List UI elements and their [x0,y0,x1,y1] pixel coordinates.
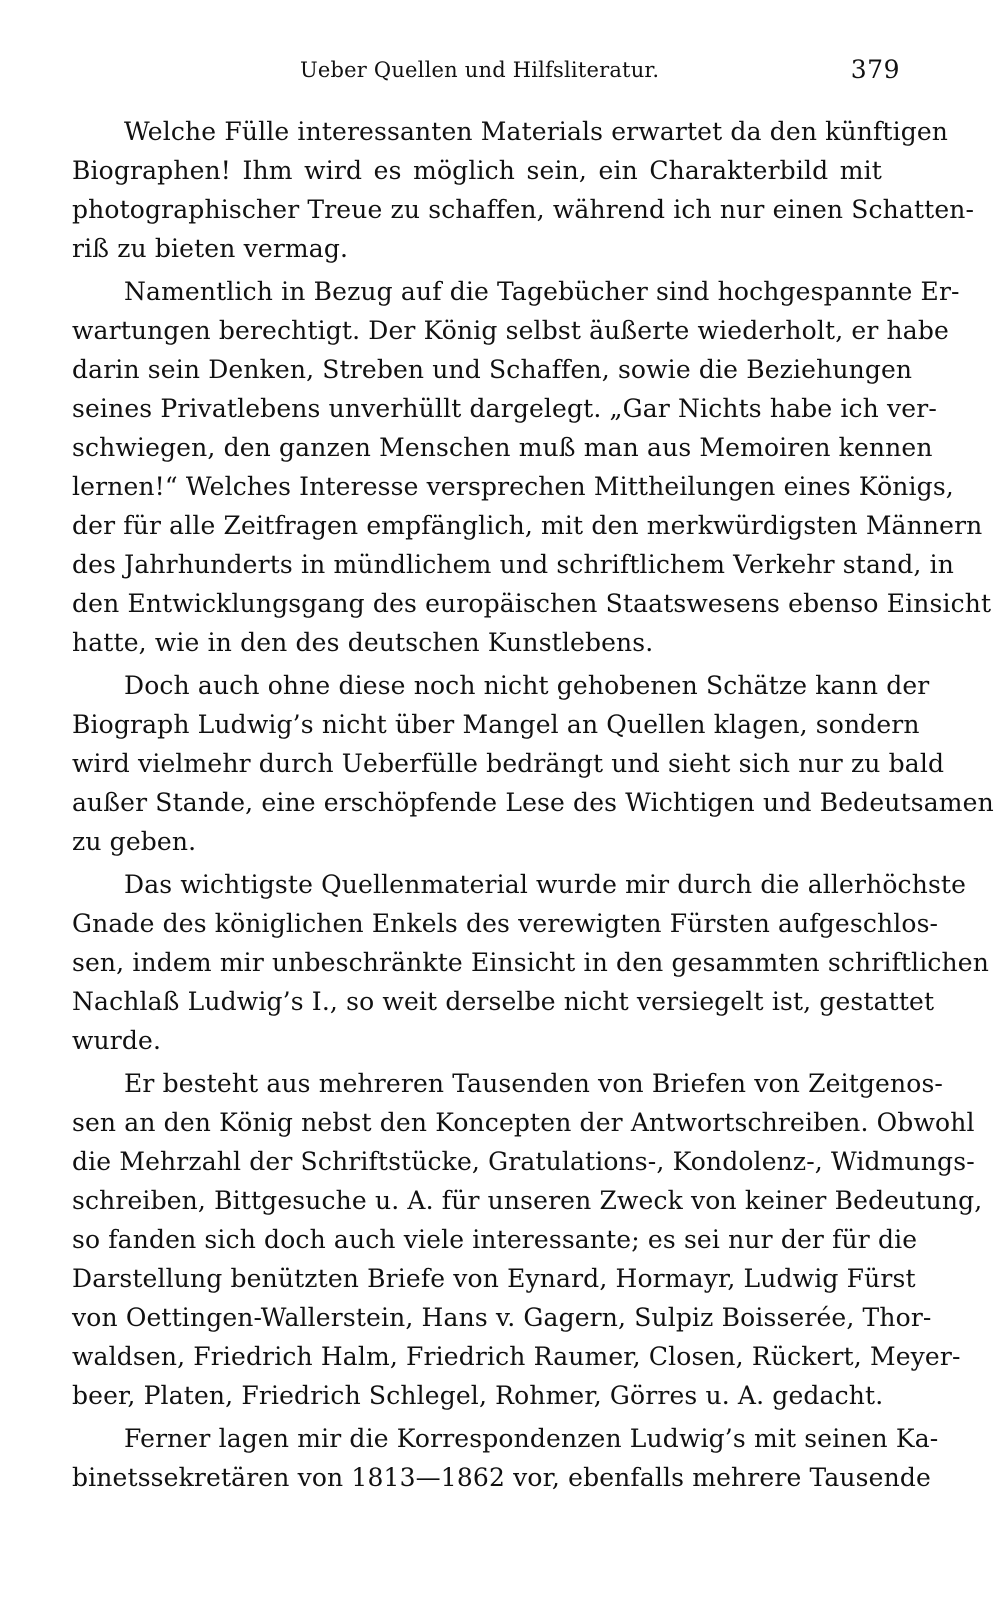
text-line: Doch auch ohne diese noch nicht gehobenen Schätze kann der [124,671,930,700]
text-line: waldsen, Friedrich Halm, Friedrich Raumer, Closen, Rückert, Meyer- [72,1342,961,1371]
text-line: wartungen berechtigt. Der König selbst äußerte wiederholt, er habe [72,316,949,345]
text-line: wird vielmehr durch Ueberfülle bedrängt und sieht sich nur zu bald [72,749,945,778]
text-line: lernen!“ Welches Interesse versprechen Mittheilungen eines Königs, [72,472,954,501]
text-line: außer Stande, eine erschöpfende Lese des Wichtigen und Bedeutsamen [72,788,994,817]
paragraph [72,1064,983,1415]
text-line: seines Privatlebens unverhüllt dargelegt. „Gar Nichts habe ich ver- [72,394,937,423]
text-line: den Entwicklungsgang des europäischen Staatswesens ebenso Einsicht [72,589,992,618]
page-number: 379 [850,55,900,84]
text-line: Nachlaß Ludwig’s I., so weit derselbe nicht versiegelt ist, gestattet [72,987,935,1016]
text-line: binetssekretären von 1813—1862 vor, ebenfalls mehrere Tausende [72,1463,931,1492]
text-line: riß zu bieten vermag. [72,234,349,263]
text-line: der für alle Zeitfragen empfänglich, mit den merkwürdigsten Männern [72,511,983,540]
text-line: Ferner lagen mir die Korrespondenzen Ludwig’s mit seinen Ka- [124,1424,939,1453]
text-line: Darstellung benützten Briefe von Eynard, Hormayr, Ludwig Fürst [72,1264,916,1293]
text-line: Das wichtigste Quellenmaterial wurde mir durch die allerhöchste [124,870,967,899]
text-line: Biographen! Ihm wird es möglich sein, ein Charakterbild mit [72,156,882,185]
text-line: Namentlich in Bezug auf die Tagebücher sind hochgespannte Er- [124,277,960,306]
text-line: beer, Platen, Friedrich Schlegel, Rohmer, Görres u. A. gedacht. [72,1381,884,1410]
text-line: Welche Fülle interessanten Materials erwartet da den künftigen [124,117,949,146]
text-line: Gnade des königlichen Enkels des verewigten Fürsten aufgeschlos- [72,909,939,938]
text-line: schreiben, Bittgesuche u. A. für unseren Zweck von keiner Bedeutung, [72,1186,983,1215]
text-line: Biograph Ludwig’s nicht über Mangel an Quellen klagen, sondern [72,710,920,739]
running-header: Ueber Quellen und Hilfsliteratur. [300,58,660,82]
text-line: des Jahrhunderts in mündlichem und schriftlichem Verkehr stand, in [72,550,955,579]
paragraph [72,112,975,268]
text-line: sen an den König nebst den Koncepten der Antwortschreiben. Obwohl [72,1108,975,1137]
paragraph [72,666,994,861]
text-line: sen, indem mir unbeschränkte Einsicht in den gesammten schriftlichen [72,948,989,977]
text-line: zu geben. [72,827,197,856]
text-line: Er besteht aus mehreren Tausenden von Briefen von Zeitgenos- [124,1069,944,1098]
text-line: wurde. [72,1026,162,1055]
text-line: hatte, wie in den des deutschen Kunstlebens. [72,628,654,657]
text-line: die Mehrzahl der Schriftstücke, Gratulations-, Kondolenz-, Widmungs- [72,1147,975,1176]
paragraph [72,1419,939,1497]
text-line: darin sein Denken, Streben und Schaffen, sowie die Beziehungen [72,355,913,384]
text-line: von Oettingen-Wallerstein, Hans v. Gagern, Sulpiz Boisserée, Thor- [72,1303,932,1332]
text-line: so fanden sich doch auch viele interessante; es sei nur der für die [72,1225,918,1254]
body-text [72,112,994,1501]
paragraph [72,865,989,1060]
text-line: schwiegen, den ganzen Menschen muß man aus Memoiren kennen [72,433,933,462]
paragraph [72,272,992,662]
text-line: photographischer Treue zu schaffen, während ich nur einen Schatten- [72,195,975,224]
